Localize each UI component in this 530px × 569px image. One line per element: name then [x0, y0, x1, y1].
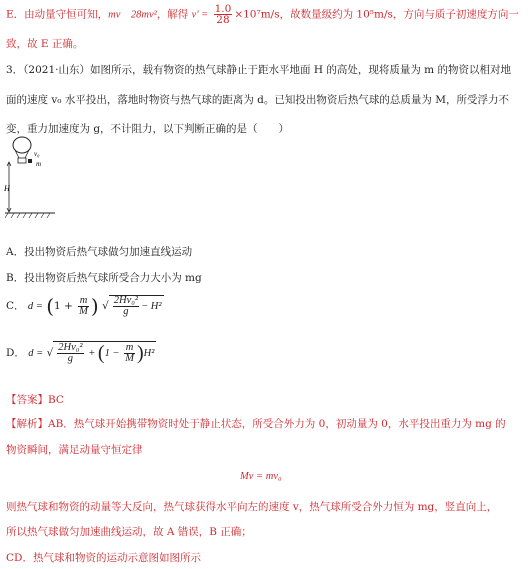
option-b: B．投出物资后热气球所受合力大小为 mg	[6, 272, 202, 284]
ground-line	[5, 213, 55, 218]
analysis-line-3: 则热气球和物资的动量等大反向，热气球获得水平向左的速度 v，热气球所受合外力恒为 mg，竖直向上，	[6, 501, 498, 513]
intro-line-1: E．由动量守恒可知，mv 28mv²，解得 v' = $\frac{1.0}{28}$ ×10⁷m/s，故数量级约为 10⁵m/s，方向与质子初速度方向一	[6, 3, 519, 26]
option-a: A．投出物资后热气球做匀加速直线运动	[6, 246, 193, 258]
height-label: H	[4, 184, 10, 193]
question-line-2: 面的速度 v₀ 水平投出，落地时物资与热气球的距离为 d。已知投出物资后热气球的总质量为 M，所受浮力不	[6, 94, 509, 106]
balloon-diagram	[0, 134, 90, 229]
momentum-formula: mv 28mv²	[108, 9, 157, 21]
option-c: C． d = (1 + $\frac{m}{M}$ ) √ $\frac{\text{2Hv₀²}}{g}$ − H²	[6, 294, 162, 318]
radical-c: $\frac{\text{2Hv₀²}}{g}$ − H²	[109, 295, 164, 317]
answer-label: 【答案】BC	[6, 394, 64, 406]
option-d: D． d = √ $\frac{\text{2Hv₀²}}{g}$ + (1 − $\frac{m}{M}$ )H²	[6, 342, 155, 364]
analysis-line-5: CD．热气球和物资的运动示意图如图所示	[6, 552, 201, 564]
velocity-label: v₀	[34, 150, 40, 158]
cargo-icon	[28, 159, 32, 163]
analysis-line-4: 所以热气球做匀加速曲线运动，故 A 错误，B 正确；	[6, 526, 252, 538]
question-line-3: 变，重力加速度为 g，不计阻力，以下判断正确的是（ ）	[6, 123, 290, 135]
intro-line-2: 致，故 E 正确。	[6, 38, 84, 50]
radical-d: $\frac{\text{2Hv₀²}}{g}$ + (1 − $\frac{m}{M}$ )H²	[53, 341, 156, 365]
question-line-1: 3．（2021·山东）如图所示，载有物资的热气球静止于距水平地面 H 的高处，现将质量为 m 的物资以相对地	[6, 64, 511, 76]
velocity-fraction: $\frac{1.0}{28}$	[214, 3, 232, 26]
analysis-line-1: 【解析】AB．热气球开始携带物资时处于静止状态，所受合外力为 0，初动量为 0，水平投出重力为 mg 的	[6, 418, 506, 430]
analysis-line-2: 物资瞬间，满足动量守恒定律	[6, 444, 143, 456]
momentum-equation: Mv = mv₀	[240, 471, 282, 482]
mass-label: m	[36, 160, 42, 168]
